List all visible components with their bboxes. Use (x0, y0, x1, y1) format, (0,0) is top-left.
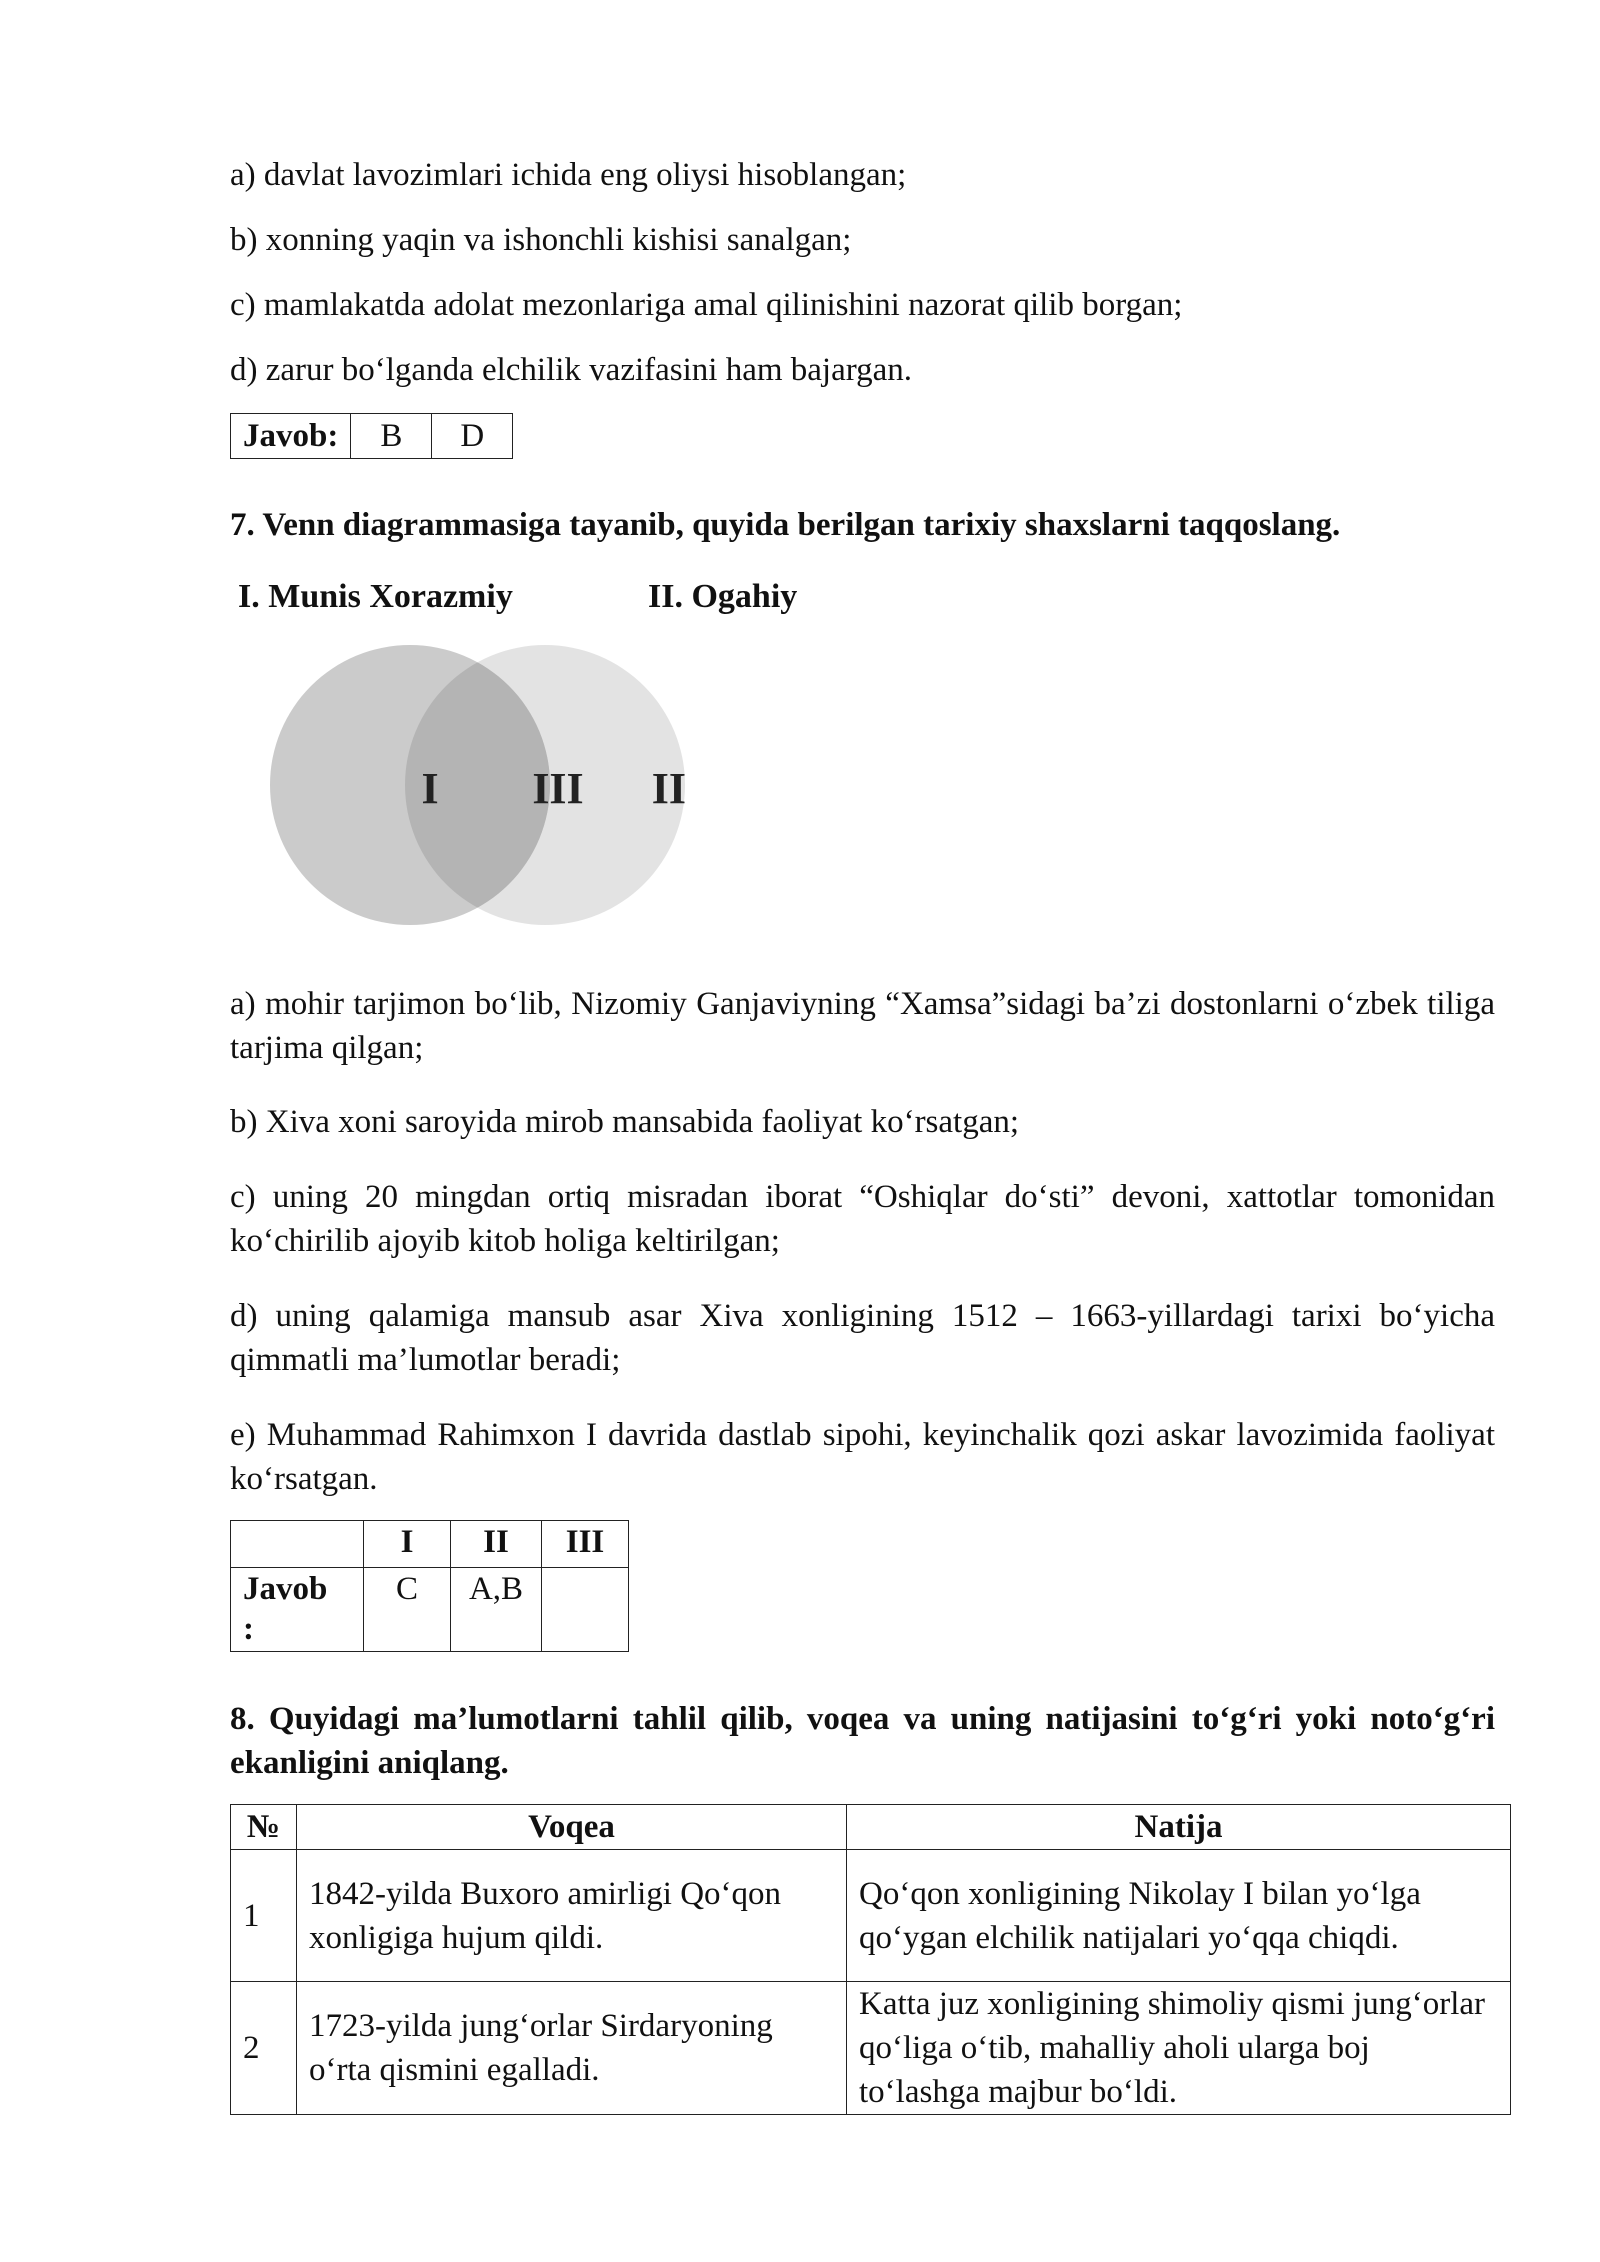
column-header-II: II (451, 1521, 542, 1568)
row-event: 1842-yilda Buxoro amirligi Qo‘qon xonligiga hujum qildi. (297, 1850, 847, 1982)
answer-value: D (432, 414, 513, 459)
column-header-result: Natija (847, 1805, 1511, 1850)
q6-option-c: c) mamlakatda adolat mezonlariga amal qilinishini nazorat qilib borgan; (230, 287, 1183, 323)
column-header-III: III (542, 1521, 629, 1568)
answer-cell-II: A,B (451, 1568, 542, 1652)
venn-person2-label: II. Ogahiy (648, 578, 798, 615)
venn-diagram (270, 625, 690, 945)
q6-option-d: d) zarur bo‘lganda elchilik vazifasini ham bajargan. (230, 352, 913, 388)
q8-title: 8. Quyidagi ma’lumotlarni tahlil qilib, voqea va uning natijasini to‘g‘ri yoki noto‘g‘ri ekanligini aniqlang. (230, 1701, 1495, 1781)
answer-value: B (351, 414, 432, 459)
q7-option-a: a) mohir tarjimon bo‘lib, Nizomiy Ganjaviyning “Xamsa”sidagi ba’zi dostonlarni o‘zbek tiliga tarjima qilgan; (230, 986, 1495, 1066)
table-row (231, 1850, 1511, 1982)
venn-person1-label: I. Munis Xorazmiy (238, 578, 513, 615)
row-result: Qo‘qon xonligining Nikolay I bilan yo‘lga qo‘ygan elchilik natijalari yo‘qqa chiqdi. (847, 1850, 1511, 1982)
table-corner (231, 1521, 364, 1568)
q7-option-c: c) uning 20 mingdan ortiq misradan iborat “Oshiqlar do‘sti” devoni, xattotlar tomonidan ko‘chirilib ajoyib kitob holiga keltirilgan; (230, 1179, 1495, 1259)
q8-table (230, 1804, 1511, 2115)
column-header-number: № (231, 1805, 297, 1850)
answer-label: Javob: (231, 414, 351, 459)
row-event: 1723-yilda jung‘orlar Sirdaryoning o‘rta qismini egalladi. (297, 1982, 847, 2115)
row-result: Katta juz xonligining shimoliy qismi jung‘orlar qo‘liga o‘tib, mahalliy aholi ularga boj to‘lashga majbur bo‘ldi. (847, 1982, 1511, 2115)
row-number: 2 (231, 1982, 297, 2115)
answer-cell-I: C (364, 1568, 451, 1652)
column-header-event: Voqea (297, 1805, 847, 1850)
column-header-I: I (364, 1521, 451, 1568)
q7-option-b: b) Xiva xoni saroyida mirob mansabida faoliyat ko‘rsatgan; (230, 1104, 1020, 1140)
q7-title: 7. Venn diagrammasiga tayanib, quyida berilgan tarixiy shaxslarni taqqoslang. (230, 507, 1341, 543)
venn-label-III: III (532, 764, 584, 813)
q6-option-a: a) davlat lavozimlari ichida eng oliysi hisoblangan; (230, 157, 907, 193)
table-row (231, 1982, 1511, 2115)
q6-option-b: b) xonning yaqin va ishonchli kishisi sanalgan; (230, 222, 852, 258)
q7-option-e: e) Muhammad Rahimxon I davrida dastlab sipohi, keyinchalik qozi askar lavozimida faoliyat ko‘rsatgan. (230, 1417, 1495, 1497)
q7-option-d: d) uning qalamiga mansub asar Xiva xonligining 1512 – 1663-yillardagi tarixi bo‘yicha qimmatli ma’lumotlar beradi; (230, 1298, 1495, 1378)
q7-answer-table (230, 1520, 629, 1652)
answer-cell-III (542, 1568, 629, 1652)
row-number: 1 (231, 1850, 297, 1982)
answer-row-label: Javob : (231, 1568, 364, 1652)
venn-label-II: II (651, 764, 686, 813)
q6-answer-table (230, 413, 513, 459)
venn-label-I: I (421, 764, 439, 813)
